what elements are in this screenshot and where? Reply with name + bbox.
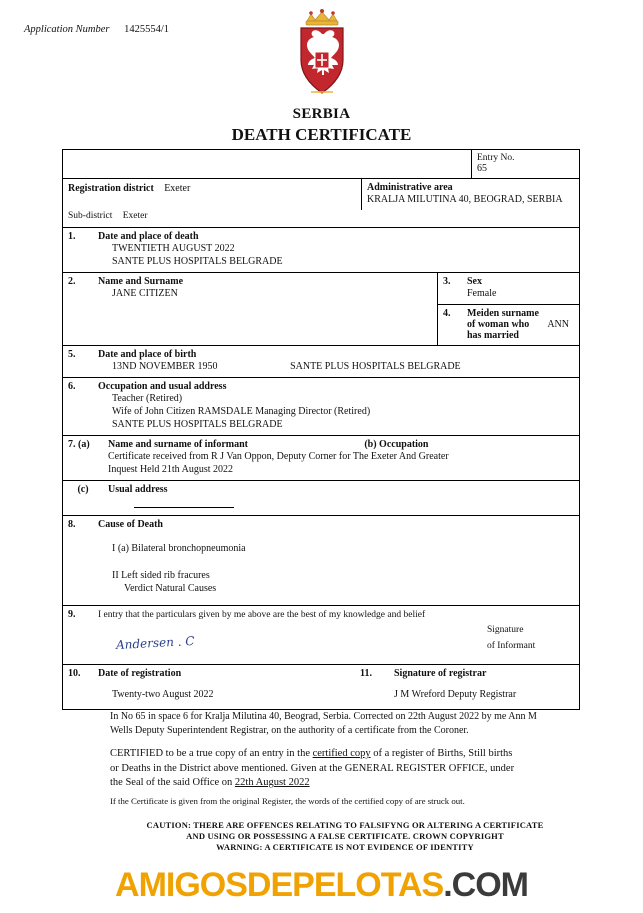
- field-10-value: Twenty-two August 2022: [112, 689, 214, 700]
- subdistrict-row: [63, 210, 579, 227]
- field-10-number: 10.: [68, 668, 81, 679]
- signature-caption: [487, 622, 573, 654]
- document-title-block: [0, 106, 643, 145]
- correction-line1: In No 65 in space 6 for Kralja Milutina 40, Beograd, Serbia. Corrected on 22th August 2022 by me Ann M: [110, 711, 537, 722]
- field-9-statement: I entry that the particulars given by me above are the best of my knowledge and belief: [98, 610, 426, 620]
- subdistrict-label: Sub-district: [68, 211, 113, 221]
- field-9-number: 9.: [68, 609, 76, 620]
- field-5-number: 5.: [68, 349, 76, 360]
- field-10-11-row: [63, 664, 579, 709]
- field-5-value: 13ND NOVEMBER 1950: [112, 361, 218, 372]
- field-5-body: [93, 346, 579, 377]
- certify-date: 22th August 2022: [234, 777, 310, 788]
- field-7a-line2: Inquest Held 21th August 2022: [108, 464, 233, 475]
- field-10-label: Date of registration: [98, 668, 182, 679]
- serbia-coat-of-arms-icon: [291, 8, 353, 100]
- field-8-label: Cause of Death: [98, 519, 163, 530]
- watermark-part2: .COM: [443, 866, 528, 904]
- field-3-cell: [438, 273, 579, 304]
- field-7c-number: (c): [77, 484, 89, 495]
- page-title: DEATH CERTIFICATE: [231, 125, 412, 144]
- administrative-area-label: Administrative area: [367, 182, 453, 193]
- field-8-line3: Verdict Natural Causes: [124, 583, 217, 594]
- field-8-number: 8.: [68, 519, 76, 530]
- watermark-part1: AMIGOSDEPELOTAS: [115, 866, 444, 904]
- field-6-body: [93, 378, 579, 435]
- footer-notes: [110, 710, 580, 853]
- certify-part2: of a register of Births, Still births: [370, 748, 513, 759]
- field-6-row: [63, 377, 579, 435]
- field-9-row: [63, 605, 579, 664]
- field-1-line1: TWENTIETH AUGUST 2022: [112, 243, 235, 254]
- signature-caption-line1: Signature: [487, 625, 524, 635]
- field-11-label: Signature of registrar: [394, 668, 487, 679]
- entry-no-value: 65: [477, 163, 487, 174]
- certificate-table: [62, 149, 580, 710]
- field-7a-line1: Certificate received from R J Van Oppon, Deputy Corner for The Exeter And Greater: [108, 451, 449, 462]
- country-name: SERBIA: [292, 106, 351, 122]
- field-6-number: 6.: [68, 381, 76, 392]
- field-1-row: [63, 227, 579, 272]
- caution-line1: CAUTION: THERE ARE OFFENCES RELATING TO FALSIFYNG OR ALTERING A CERTIFICATE: [146, 820, 544, 830]
- field-2-row: [63, 272, 579, 345]
- field-5-place: SANTE PLUS HOSPITALS BELGRADE: [290, 361, 461, 372]
- field-11-value: J M Wreford Deputy Registrar: [394, 689, 517, 700]
- field-4-label-line1: Meiden surname: [467, 308, 539, 319]
- field-2-value: JANE CITIZEN: [112, 288, 178, 299]
- field-4-label-line3: has married: [467, 330, 519, 341]
- field-1-line2: SANTE PLUS HOSPITALS BELGRADE: [112, 256, 283, 267]
- field-7a-row: [63, 435, 579, 480]
- field-1-label: Date and place of death: [98, 231, 199, 242]
- field-2-body: [93, 273, 437, 345]
- field-1-body: [93, 228, 579, 272]
- entry-blank-cell: [63, 150, 471, 178]
- field-8-body: [93, 516, 579, 605]
- certify-part4: the Seal of the said Office on: [110, 777, 235, 788]
- correction-paragraph: [110, 710, 580, 737]
- certify-part3: or Deaths in the District above mentioned. Given at the GENERAL REGISTER OFFICE, under: [110, 762, 515, 774]
- signature-caption-line2: of Informant: [487, 641, 536, 651]
- entry-no-row: [63, 150, 579, 178]
- subdistrict-cell: [63, 210, 579, 227]
- sex-maiden-column: [437, 273, 579, 345]
- field-1-number: 1.: [68, 231, 76, 242]
- administrative-area-value: KRALJA MILUTINA 40, BEOGRAD, SERBIA: [367, 194, 563, 205]
- field-6-line3: SANTE PLUS HOSPITALS BELGRADE: [112, 419, 283, 430]
- application-number-value: 1425554/1: [124, 24, 169, 35]
- field-2-label: Name and Surname: [98, 276, 184, 287]
- caution-block: [110, 820, 580, 853]
- field-10-body: [93, 665, 355, 709]
- field-11-body: [389, 665, 579, 709]
- certify-part1: CERTIFIED to be a true copy of an entry in the: [110, 748, 313, 759]
- registration-district-label: Registration district: [68, 183, 154, 194]
- certification-paragraph: [110, 747, 580, 791]
- field-3-label: Sex: [467, 276, 482, 287]
- field-7c-body: [103, 481, 579, 515]
- field-3-value: Female: [467, 288, 497, 299]
- field-3-number: 3.: [443, 276, 451, 287]
- entry-no-cell: [471, 150, 579, 178]
- field-5-row: [63, 345, 579, 377]
- field-11-number: 11.: [360, 668, 372, 679]
- field-7a-label: Name and surname of informant: [108, 439, 248, 450]
- subdistrict-value: Exeter: [122, 211, 148, 221]
- field-6-line2: Wife of John Citizen RAMSDALE Managing Director (Retired): [112, 406, 371, 417]
- field-4-number: 4.: [443, 308, 451, 319]
- certify-underlined: certified copy: [312, 748, 371, 759]
- registration-district-cell: [63, 179, 361, 210]
- correction-line2: Wells Deputy Superintendent Registrar, on the authority of a certificate from the Coroner.: [110, 724, 469, 736]
- field-7b-label: (b) Occupation: [364, 439, 429, 450]
- field-4-cell: [438, 304, 579, 345]
- caution-line2: AND USING OR POSSESSING A FALSE CERTIFICATE. CROWN COPYRIGHT: [186, 831, 504, 841]
- original-register-note: If the Certificate is given from the original Register, the words of the certified copy of are struck out.: [110, 795, 465, 806]
- field-7c-label: Usual address: [108, 484, 168, 495]
- caution-line3: WARNING: A CERTIFICATE IS NOT EVIDENCE OF IDENTITY: [216, 842, 474, 852]
- field-7a-body: [103, 436, 579, 480]
- field-8-line1: I (a) Bilateral bronchopneumonia: [112, 543, 246, 554]
- informant-signature: Andersen . C: [115, 633, 195, 653]
- field-9-body: [93, 606, 579, 664]
- field-5-value-line: [112, 360, 574, 373]
- field-6-line1: Teacher (Retired): [112, 393, 183, 404]
- entry-no-label: Entry No.: [477, 153, 515, 163]
- field-4-label-line2: of woman who: [467, 319, 530, 330]
- field-5-label: Date and place of birth: [98, 349, 197, 360]
- application-number-label: Application Number: [24, 24, 110, 35]
- field-2-number: 2.: [68, 276, 76, 287]
- field-7a-number: 7. (a): [68, 439, 90, 450]
- application-number: [24, 24, 169, 35]
- field-7c-row: [63, 480, 579, 515]
- watermark: [0, 866, 643, 905]
- field-6-label: Occupation and usual address: [98, 381, 227, 392]
- registration-row: [63, 178, 579, 210]
- administrative-area-cell: [361, 179, 579, 210]
- field-8-row: [63, 515, 579, 605]
- usual-address-write-line: [134, 507, 234, 508]
- field-8-line2: II Left sided rib fracures: [112, 570, 210, 581]
- registration-district-value: Exeter: [164, 183, 191, 194]
- field-4-value: ANN: [547, 319, 569, 330]
